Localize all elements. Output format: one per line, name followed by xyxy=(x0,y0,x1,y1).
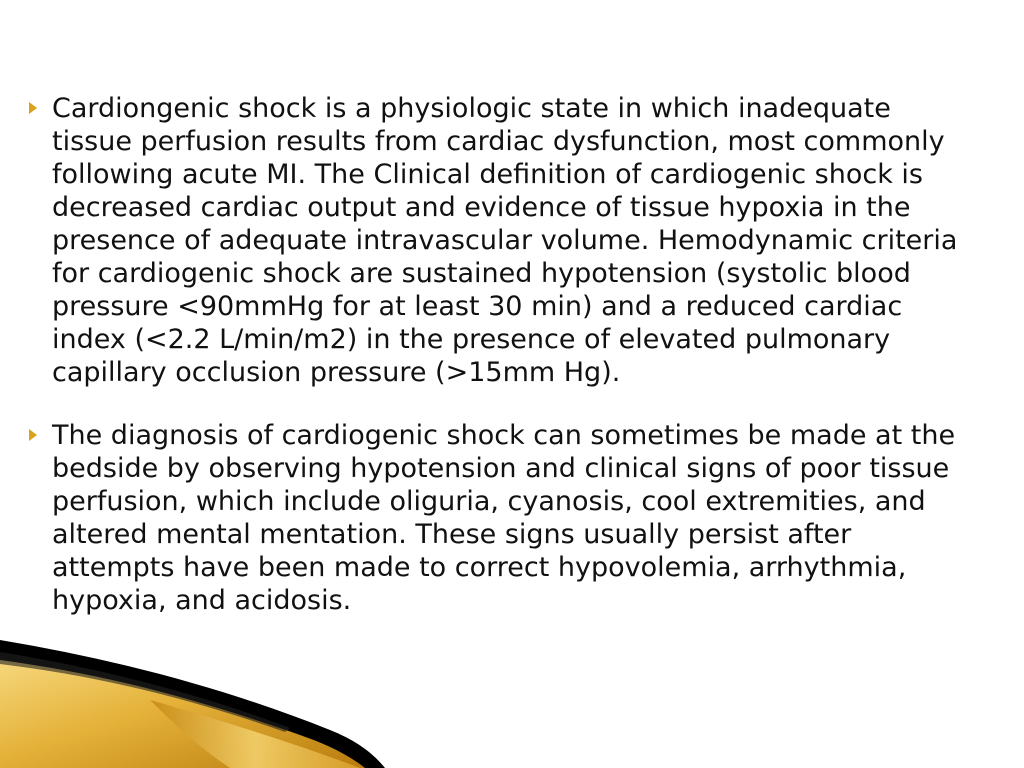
bullet-item xyxy=(28,92,978,389)
bullet-text: The diagnosis of cardiogenic shock can sometimes be made at the bedside by observing hypotension and clinical signs of poor tissue perfusion, which include oliguria, cyanosis, cool extremities, and altered mental mentation. These signs usually persist after attempts have been made to correct hypovolemia, arrhythmia, hypoxia, and acidosis. xyxy=(52,420,956,616)
slide-content xyxy=(28,92,978,647)
bullet-text: Cardiongenic shock is a physiologic state in which inadequate tissue perfusion results from cardiac dysfunction, most commonly following acute MI. The Clinical definition of cardiogenic shock is decreased cardiac output and evidence of tissue hypoxia in the presence of adequate intravascular volume. Hemodynamic criteria for cardiogenic shock are sustained hypotension (systolic blood pressure <90mmHg for at least 30 min) and a reduced cardiac index (<2.2 L/min/m2) in the presence of elevated pulmonary capillary occlusion pressure (>15mm Hg). xyxy=(52,93,958,388)
triangle-bullet-icon xyxy=(28,92,52,124)
triangle-bullet-icon xyxy=(28,419,52,451)
bullet-item xyxy=(28,419,978,617)
